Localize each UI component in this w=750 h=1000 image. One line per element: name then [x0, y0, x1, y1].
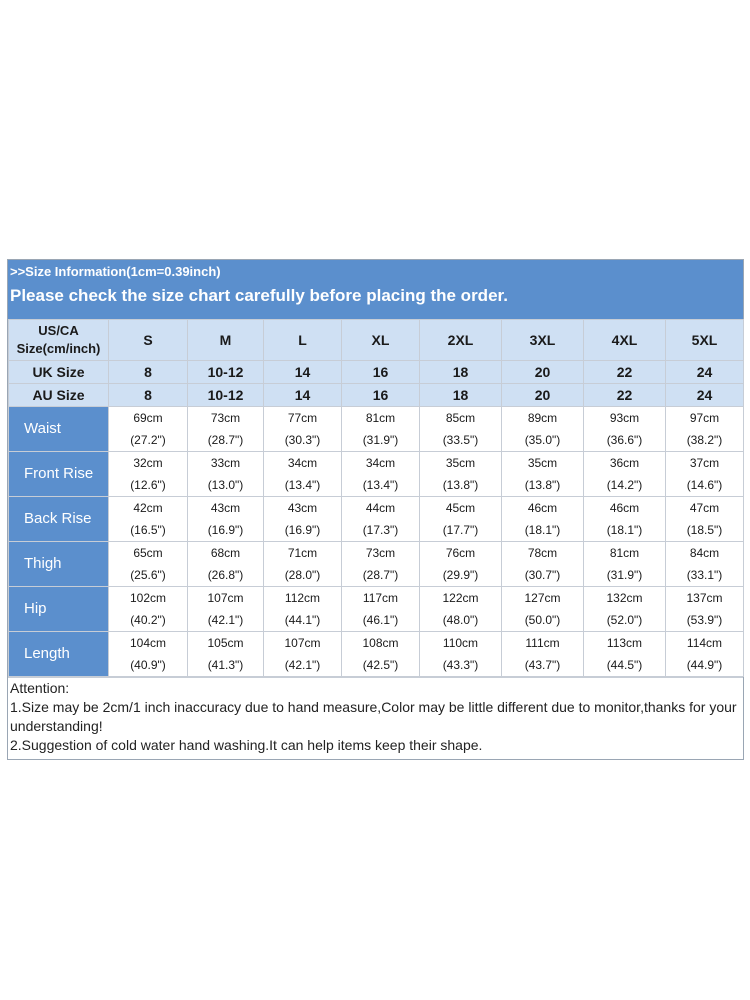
size-cell: 24	[666, 384, 744, 407]
row-header-line: Size(cm/inch)	[16, 341, 101, 356]
measurement-cell	[584, 587, 666, 632]
cm-value: 107cm	[284, 636, 321, 650]
measurement-cell	[264, 632, 342, 677]
inch-value: (52.0")	[606, 613, 643, 627]
inch-value: (28.7")	[207, 433, 244, 447]
size-cell: 20	[502, 361, 584, 384]
inch-value: (14.6")	[686, 478, 723, 492]
cm-value: 34cm	[365, 456, 396, 470]
attention-notes	[8, 677, 743, 759]
cm-value: 110cm	[442, 636, 479, 650]
cm-value: 81cm	[609, 546, 640, 560]
measurement-cell	[188, 542, 264, 587]
measurement-cell	[342, 452, 420, 497]
cm-value: 69cm	[133, 411, 163, 425]
measurement-cell	[584, 542, 666, 587]
size-cell: 8	[109, 361, 188, 384]
cm-value: 77cm	[287, 411, 318, 425]
measurement-cell	[109, 632, 188, 677]
inch-value: (18.1")	[606, 523, 643, 537]
inch-value: (13.0")	[207, 478, 244, 492]
inch-value: (53.9")	[686, 613, 723, 627]
inch-value: (41.3")	[207, 658, 244, 672]
size-cell: 8	[109, 384, 188, 407]
measurement-cell	[502, 587, 584, 632]
measurement-cell	[188, 497, 264, 542]
size-cell: S	[109, 320, 188, 361]
inch-value: (31.9")	[606, 568, 643, 582]
cm-value: 104cm	[129, 636, 167, 650]
measurement-cell	[264, 587, 342, 632]
measurement-cell	[420, 452, 502, 497]
cm-value: 68cm	[210, 546, 241, 560]
inch-value: (25.6")	[130, 568, 166, 582]
cm-value: 84cm	[689, 546, 720, 560]
measurement-cell	[420, 542, 502, 587]
cm-value: 35cm	[445, 456, 476, 470]
size-cell: 10-12	[188, 384, 264, 407]
inch-value: (44.5")	[606, 658, 643, 672]
cm-value: 43cm	[287, 501, 318, 515]
inch-value: (18.1")	[524, 523, 561, 537]
measurement-row	[9, 542, 744, 587]
notice-banner: Please check the size chart carefully before placing the order.	[8, 279, 743, 319]
cm-value: 71cm	[287, 546, 318, 560]
measurement-cell	[188, 632, 264, 677]
row-header: AU Size	[9, 384, 109, 407]
cm-value: 114cm	[686, 636, 723, 650]
inch-value: (16.9")	[207, 523, 244, 537]
measurement-cell	[420, 497, 502, 542]
size-table	[8, 319, 744, 677]
cm-value: 73cm	[210, 411, 241, 425]
au-size-row	[9, 384, 744, 407]
size-cell: 18	[420, 361, 502, 384]
inch-value: (26.8")	[207, 568, 244, 582]
inch-value: (50.0")	[524, 613, 561, 627]
attention-line-1: 1.Size may be 2cm/1 inch inaccuracy due to hand measure,Color may be little different due to monitor,thanks for your understanding!	[10, 699, 737, 734]
inch-value: (33.5")	[442, 433, 479, 447]
inch-value: (28.0")	[284, 568, 321, 582]
measurement-cell	[420, 407, 502, 452]
size-cell: XL	[342, 320, 420, 361]
uk-size-row	[9, 361, 744, 384]
inch-value: (14.2")	[606, 478, 643, 492]
inch-value: (17.7")	[442, 523, 479, 537]
size-cell: M	[188, 320, 264, 361]
row-header	[9, 320, 109, 361]
inch-value: (27.2")	[130, 433, 166, 447]
measurement-cell	[342, 407, 420, 452]
cm-value: 93cm	[609, 411, 640, 425]
cm-value: 46cm	[527, 501, 558, 515]
measurement-cell	[502, 632, 584, 677]
inch-value: (30.7")	[524, 568, 561, 582]
attention-line-2: 2.Suggestion of cold water hand washing.It can help items keep their shape.	[10, 737, 483, 753]
inch-value: (28.7")	[362, 568, 399, 582]
measurement-row	[9, 452, 744, 497]
size-cell: 5XL	[666, 320, 744, 361]
measurement-cell	[420, 587, 502, 632]
inch-value: (36.6")	[606, 433, 643, 447]
cm-value: 35cm	[527, 456, 558, 470]
measurement-cell	[109, 587, 188, 632]
inch-value: (48.0")	[442, 613, 479, 627]
cm-value: 45cm	[445, 501, 476, 515]
inch-value: (42.5")	[362, 658, 399, 672]
us-size-row	[9, 320, 744, 361]
measurement-row	[9, 587, 744, 632]
measurement-cell	[188, 407, 264, 452]
inch-value: (31.9")	[362, 433, 399, 447]
cm-value: 43cm	[210, 501, 241, 515]
measurement-cell	[342, 542, 420, 587]
cm-value: 36cm	[609, 456, 640, 470]
measurement-cell	[584, 452, 666, 497]
cm-value: 34cm	[287, 456, 318, 470]
cm-value: 32cm	[133, 456, 163, 470]
cm-value: 37cm	[689, 456, 720, 470]
size-chart	[7, 259, 744, 760]
measurement-label: Length	[9, 632, 109, 677]
measurement-cell	[109, 452, 188, 497]
cm-value: 33cm	[210, 456, 241, 470]
size-cell: 16	[342, 384, 420, 407]
cm-value: 78cm	[527, 546, 558, 560]
inch-value: (42.1")	[207, 613, 244, 627]
cm-value: 132cm	[606, 591, 643, 605]
measurement-cell	[109, 542, 188, 587]
size-cell: 20	[502, 384, 584, 407]
measurement-cell	[666, 497, 744, 542]
cm-value: 46cm	[609, 501, 640, 515]
cm-value: 89cm	[527, 411, 558, 425]
measurement-label: Thigh	[9, 542, 109, 587]
inch-value: (44.9")	[686, 658, 723, 672]
inch-value: (29.9")	[442, 568, 479, 582]
measurement-cell	[666, 632, 744, 677]
row-header-line: US/CA	[38, 323, 79, 338]
cm-value: 47cm	[689, 501, 720, 515]
size-cell: 16	[342, 361, 420, 384]
measurement-cell	[502, 452, 584, 497]
measurement-row	[9, 407, 744, 452]
size-cell: 14	[264, 361, 342, 384]
cm-value: 76cm	[445, 546, 476, 560]
measurement-cell	[584, 632, 666, 677]
size-cell: L	[264, 320, 342, 361]
cm-value: 73cm	[365, 546, 396, 560]
inch-value: (16.9")	[284, 523, 321, 537]
measurement-cell	[502, 542, 584, 587]
measurement-cell	[666, 587, 744, 632]
measurement-label: Waist	[9, 407, 109, 452]
size-cell: 14	[264, 384, 342, 407]
measurement-cell	[342, 497, 420, 542]
size-info-banner: >>Size Information(1cm=0.39inch)	[8, 260, 743, 279]
cm-value: 108cm	[362, 636, 399, 650]
inch-value: (17.3")	[362, 523, 399, 537]
inch-value: (44.1")	[284, 613, 321, 627]
cm-value: 127cm	[524, 591, 561, 605]
cm-value: 122cm	[442, 591, 479, 605]
measurement-label: Back Rise	[9, 497, 109, 542]
inch-value: (30.3")	[284, 433, 321, 447]
cm-value: 105cm	[207, 636, 244, 650]
measurement-cell	[666, 407, 744, 452]
inch-value: (42.1")	[284, 658, 321, 672]
cm-value: 97cm	[689, 411, 720, 425]
inch-value: (13.8")	[524, 478, 561, 492]
size-cell: 3XL	[502, 320, 584, 361]
cm-value: 42cm	[133, 501, 163, 515]
size-cell: 22	[584, 361, 666, 384]
measurement-label: Hip	[9, 587, 109, 632]
inch-value: (16.5")	[130, 523, 166, 537]
cm-value: 137cm	[686, 591, 723, 605]
inch-value: (43.7")	[524, 658, 561, 672]
cm-value: 107cm	[207, 591, 244, 605]
cm-value: 81cm	[365, 411, 396, 425]
inch-value: (13.4")	[284, 478, 321, 492]
inch-value: (43.3")	[442, 658, 479, 672]
row-header: UK Size	[9, 361, 109, 384]
inch-value: (40.9")	[130, 658, 166, 672]
inch-value: (13.4")	[362, 478, 399, 492]
cm-value: 117cm	[362, 591, 399, 605]
measurement-cell	[109, 497, 188, 542]
measurement-cell	[666, 542, 744, 587]
cm-value: 44cm	[365, 501, 396, 515]
measurement-cell	[109, 407, 188, 452]
measurement-cell	[502, 407, 584, 452]
inch-value: (12.6")	[130, 478, 166, 492]
size-cell: 4XL	[584, 320, 666, 361]
cm-value: 65cm	[133, 546, 163, 560]
measurement-cell	[584, 407, 666, 452]
measurement-cell	[342, 632, 420, 677]
measurement-cell	[584, 497, 666, 542]
measurement-cell	[264, 452, 342, 497]
inch-value: (35.0")	[524, 433, 561, 447]
inch-value: (40.2")	[130, 613, 166, 627]
cm-value: 85cm	[445, 411, 476, 425]
inch-value: (46.1")	[362, 613, 399, 627]
cm-value: 102cm	[129, 591, 167, 605]
size-cell: 2XL	[420, 320, 502, 361]
measurement-cell	[666, 452, 744, 497]
measurement-label: Front Rise	[9, 452, 109, 497]
measurement-cell	[264, 497, 342, 542]
measurement-cell	[264, 542, 342, 587]
size-cell: 18	[420, 384, 502, 407]
inch-value: (13.8")	[442, 478, 479, 492]
measurement-cell	[342, 587, 420, 632]
measurement-cell	[188, 587, 264, 632]
measurement-cell	[264, 407, 342, 452]
measurement-cell	[188, 452, 264, 497]
inch-value: (38.2")	[686, 433, 723, 447]
measurement-cell	[420, 632, 502, 677]
size-cell: 24	[666, 361, 744, 384]
size-cell: 10-12	[188, 361, 264, 384]
cm-value: 113cm	[606, 636, 643, 650]
size-cell: 22	[584, 384, 666, 407]
attention-heading: Attention:	[10, 680, 70, 696]
measurement-row	[9, 497, 744, 542]
inch-value: (18.5")	[686, 523, 723, 537]
cm-value: 112cm	[284, 591, 321, 605]
cm-value: 111cm	[525, 636, 560, 650]
measurement-row	[9, 632, 744, 677]
measurement-cell	[502, 497, 584, 542]
inch-value: (33.1")	[686, 568, 723, 582]
